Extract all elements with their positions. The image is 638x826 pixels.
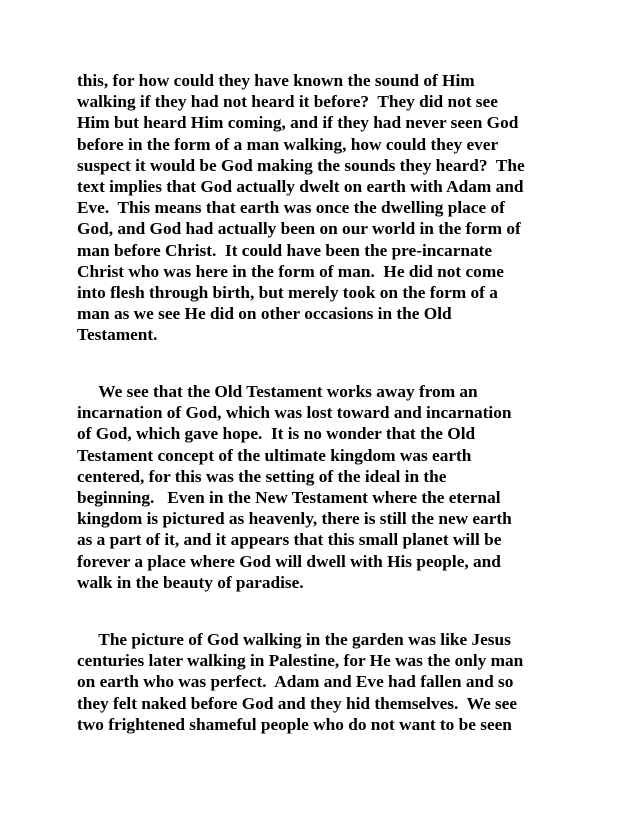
text-line: God, and God had actually been on our world in the form of (77, 219, 521, 239)
text-line: We see that the Old Testament works away from an (77, 382, 478, 401)
text-line: Eve. This means that earth was once the dwelling place of (77, 198, 505, 218)
text-line: incarnation of God, which was lost toward and incarnation (77, 403, 512, 423)
text-line: beginning. Even in the New Testament where the eternal (77, 487, 501, 507)
text-line: this, for how could they have known the sound of Him (77, 71, 475, 90)
text-line: forever a place where God will dwell with His people, and (77, 551, 501, 571)
text-line: walking if they had not heard it before? They did not see (77, 92, 498, 112)
text-line: they felt naked before God and they hid themselves. We see (77, 693, 518, 713)
text-line: two frightened shameful people who do not want to be seen (77, 714, 512, 734)
text-line: man as we see He did on other occasions in the Old (77, 304, 452, 324)
text-line: Testament concept of the ultimate kingdom was earth (77, 445, 472, 465)
text-line: Christ who was here in the form of man. He did not come (77, 261, 504, 281)
text-line: before in the form of a man walking, how could they ever (77, 134, 499, 154)
text-line: The picture of God walking in the garden was like Jesus (77, 630, 511, 649)
paragraph-3 (77, 629, 577, 735)
paragraph-2 (77, 381, 577, 593)
text-line: on earth who was perfect. Adam and Eve had fallen and so (77, 672, 514, 692)
text-line: man before Christ. It could have been the pre-incarnate (77, 240, 493, 260)
text-line: into flesh through birth, but merely took on the form of a (77, 282, 498, 302)
text-line: kingdom is pictured as heavenly, there is still the new earth (77, 509, 512, 529)
text-line: of God, which gave hope. It is no wonder that the Old (77, 424, 476, 444)
text-line: suspect it would be God making the sounds they heard? The (77, 155, 525, 175)
paragraph-1 (77, 70, 577, 345)
text-line: centered, for this was the setting of the ideal in the (77, 466, 447, 486)
text-line: text implies that God actually dwelt on earth with Adam and (77, 176, 524, 196)
text-line: Testament. (77, 325, 158, 345)
text-line: centuries later walking in Palestine, for He was the only man (77, 651, 524, 671)
text-line: as a part of it, and it appears that this small planet will be (77, 530, 502, 550)
text-line: walk in the beauty of paradise. (77, 572, 304, 592)
text-line: Him but heard Him coming, and if they had never seen God (77, 113, 519, 133)
